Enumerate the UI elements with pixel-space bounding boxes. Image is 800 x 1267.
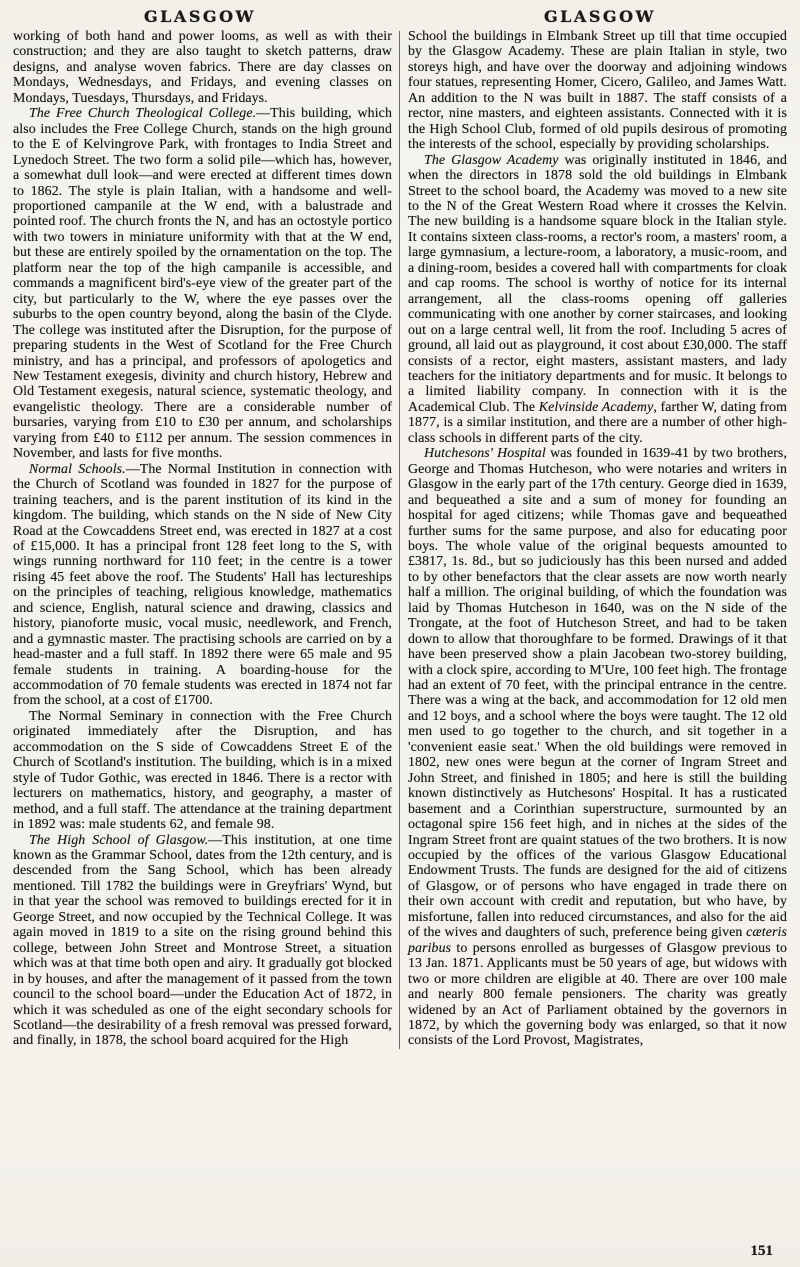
section-title-italic: The High School of Glasgow.: [29, 832, 209, 848]
right-column: [400, 29, 787, 1049]
paragraph-text: —This institution, at one time known as the Grammar School, dates from the 12th century, and is descended from the Sang School, which has been already mentioned. Till 1782 the buildings were in Greyfriars' Wynd, but in that year the school was removed to buildings erected for it in George Street, and now occupied by the Technical College. It was again moved in 1819 to a site on the rising ground behind this college, between John Street and Montrose Street, a situation which was at that time both open and airy. It gradually got blocked in by houses, and after the management of it passed from the town council to the school board—under the Education Act of 1872, in which it was scheduled as one of the eight secondary schools for Scotland—the desirability of a fresh removal was pressed forward, and finally, in 1878, the school board acquired for the High: [13, 832, 392, 1049]
paragraph: [408, 29, 787, 153]
left-column: [13, 29, 399, 1049]
paragraph-text: was founded in 1639-41 by two brothers, George and Thomas Hutcheson, who were notaries and writers in Glasgow in the early part of the 17th century. George died in 1639, and bequeathed a site and a sum of money for founding an hospital for aged citizens; while Thomas gave and bequeathed further sums for the same purpose, and also for educating poor boys. The whole value of the original bequests amounted to £3817, 1s. 8d., but so judiciously has this been nursed and added to by other benefactors that the clear assets are now worth nearly half a million. The original building, of which the foundation was laid by Thomas Hutcheson in 1640, was on the N side of the Trongate, at the foot of Hutcheson Street, and had to be taken down to allow that thoroughfare to be formed. Drawings of it that have been preserved show a plain Jacobean two-storey building, with a clock spire, according to M'Ure, 100 feet high. The frontage had an extent of 70 feet, with the principal entrance in the centre. There was a wing at the back, and accommodation for 12 old men and 12 boys, and a school where the boys were taught. The 12 old men used to go together to the church, and sit together in a 'convenient easie seat.' When the old buildings were removed in 1802, new ones were begun at the corner of Ingram Street and John Street, and finished in 1805; and here is still the building known distinctively as Hutchesons' Hospital. It has a rusticated basement and a Corinthian superstructure, surmounted by an octagonal spire 156 feet high, and in niches at the sides of the Ingram Street front are quaint statues of the two brothers. It is now occupied by the offices of the various Glasgow Educational Endowment Trusts. The funds are designed for the aid of citizens of Glasgow, or of persons who have engaged in trade there on their own account with credit and reputation, but who have, by misfortune, fallen into reduced circumstances, and also for the aid of the wives and daughters of such, preference being given: [408, 446, 788, 941]
running-head-right: GLASGOW: [544, 7, 656, 26]
running-head-left: GLASGOW: [144, 7, 256, 26]
paragraph: [13, 833, 392, 1049]
paragraph: [13, 29, 392, 106]
paragraph-text: The Normal Seminary in connection with the Free Church originated immediately after the Disruption, and has accommodation on the S side of Cowcaddens Street E of the Church of Scotland's institution. The building, which is in a mixed style of Tudor Gothic, was erected in 1846. There is a rector with lecturers on mathematics, history, and geography, a master of method, and a full staff. The attendance at the training department in 1892 was: male students 62, and female 98.: [13, 708, 392, 833]
paragraph-text: School the buildings in Elmbank Street up till that time occupied by the Glasgow Academy. These are plain Italian in style, two storeys high, and have over the doorway and adjoining windows four statues, representing Homer, Cicero, Galileo, and James Watt. An addition to the N was built in 1887. The staff consists of a rector, nine masters, and eighteen assistants. Connected with it is the High School Club, formed of old pupils desirous of promoting the interests of the school, especially by providing scholarships.: [408, 29, 787, 153]
paragraph: [13, 106, 392, 461]
paragraph-text: working of both hand and power looms, as well as with their construction; and they are also taught to sketch patterns, draw designs, and analyse woven fabrics. There are day classes on Mondays, Wednesdays, and Fridays, and evening classes on Mondays, Tuesdays, Thursdays, and Fridays.: [13, 29, 392, 106]
paragraph-text: , farther W, dating from 1877, is a similar institution, and there are a number of other high-class schools in different parts of the city.: [408, 399, 787, 446]
paragraph: [408, 153, 787, 447]
page-number: 151: [750, 1243, 773, 1259]
section-title-italic: Normal Schools.: [29, 461, 126, 477]
section-title-italic: The Free Church Theological College.: [29, 106, 257, 122]
column-divider: [399, 31, 400, 1049]
inline-italic-text: cæteris paribus: [408, 925, 787, 956]
paragraph-text: —This building, which also includes the Free College Church, stands on the high ground to the E of Kelvingrove Park, with frontages to India Street and Lynedoch Street. The two form a solid pile—which has, however, a somewhat dull look—and were erected at different times down to 1862. The style is plain Italian, with a handsome and well-proportioned campanile at the W end, with a balustrade and pointed roof. The church fronts the N, and has an octostyle portico with two towers in miniature uniformity with that at the W end, but these are entirely spoiled by the ornamentation on the top. The platform near the top of the high campanile is accessible, and commands a magnificent bird's-eye view of the greater part of the city, but particularly to the W, where the eye passes over the suburbs to the open country beyond, along the basin of the Clyde. The college was instituted after the Disruption, for the purpose of preparing students in the West of Scotland for the Free Church ministry, and has a principal, and professors of apologetics and New Testament exegesis, divinity and church history, Hebrew and Old Testament exegesis, natural science, systematic theology, and evangelistic theology. There are a considerable number of bursaries, varying from £10 to £30 per annum, and scholarships varying from £40 to £112 per annum. The session commences in November, and lasts for five months.: [13, 106, 392, 462]
two-column-text-block: [0, 26, 800, 1049]
paragraph: [13, 462, 392, 709]
section-title-italic: Hutchesons' Hospital: [424, 446, 546, 462]
paragraph-text: —The Normal Institution in connection with the Church of Scotland was founded in 1827 for the purpose of training teachers, and is the parent institution of its kind in the kingdom. The building, which stands on the N side of New City Road at the Cowcaddens Street end, was erected in 1827 at a cost of £15,000. It has a principal front 128 feet long to the S, with wings running northward for 110 feet; in the centre is a tower rising 45 feet above the roof. The Students' Hall has lectureships on the principles of teaching, religious knowledge, mathematics and science, English, natural science and drawing, classics and history, pianoforte music, vocal music, needlework, and French, and a gymnastic master. The practising schools are carried on by a head-master and a full staff. In 1892 there were 65 male and 95 female students in training. A boarding-house for the accommodation of 70 female students was erected in 1874 not far from the school, at a cost of £1700.: [13, 461, 393, 709]
running-head-row: [0, 0, 800, 26]
paragraph-text: to persons enrolled as burgesses of Glasgow previous to 13 Jan. 1871. Applicants must be 50 years of age, but widows with two or more children are eligible at 40. There are over 100 male and nearly 800 female pensioners. The charity was greatly widened by an Act of Parliament obtained by the governors in 1872, by which the governing body was enlarged, so that it now consists of the Lord Provost, Magistrates,: [408, 940, 787, 1049]
paragraph: [408, 446, 787, 1049]
inline-italic-text: Kelvinside Academy: [538, 399, 654, 415]
paragraph: [13, 709, 392, 833]
section-title-italic: The Glasgow Academy: [424, 152, 559, 168]
paragraph-text: was originally instituted in 1846, and when the directors in 1878 sold the old buildings in Elmbank Street to the school board, the Academy was moved to a new site to the N of the Great Western Road where it crosses the Kelvin. The new building is a handsome square block in the Italian style. It contains sixteen class-rooms, a rector's room, a masters' room, a large gymnasium, a lecture-room, a laboratory, a music-room, and a dining-room, besides a covered hall with compartments for cloak and cap rooms. The school is worthy of notice for its internal arrangement, all the class-rooms opening off galleries communicating with one another by corner staircases, and looking out on a large central well, lit from the roof. Including 5 acres of ground, all laid out as playground, it cost about £30,000. The staff consists of a rector, eight masters, assistant masters, and lady teachers for the initiatory departments and for music. It belongs to a limited liability company. In connection with it is the Academical Club. The: [408, 152, 788, 415]
